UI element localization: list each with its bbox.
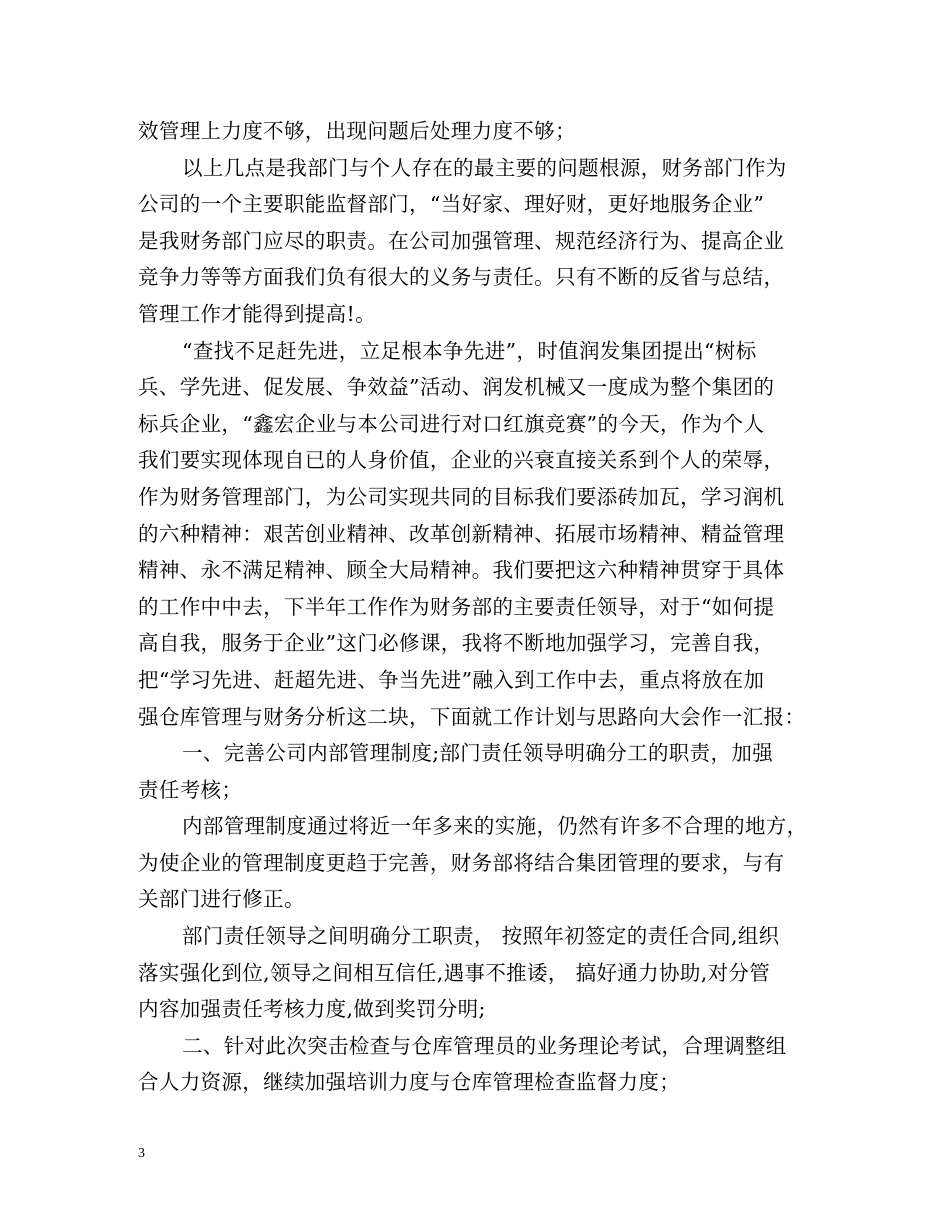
text-line: 强仓库管理与财务分析这二块，下面就工作计划与思路向大会作一汇报： bbox=[138, 704, 806, 729]
text-line: 我们要实现体现自已的人身价值，企业的兴衰直接关系到个人的荣辱， bbox=[138, 448, 785, 473]
text-line: 内容加强责任考核力度,做到奖罚分明; bbox=[138, 997, 486, 1022]
text-line: 为使企业的管理制度更趋于完善，财务部将结合集团管理的要求，与有 bbox=[138, 850, 785, 875]
document-body bbox=[138, 113, 828, 1101]
text-line: 的工作中中去，下半年工作作为财务部的主要责任领导，对于“如何提 bbox=[138, 594, 775, 619]
text-line: 效管理上力度不够，出现问题后处理力度不够； bbox=[138, 119, 576, 143]
text-line: 关部门进行修正。 bbox=[138, 887, 305, 912]
page-number: 3 bbox=[138, 1146, 145, 1161]
text-line: 高自我，服务于企业”这门必修课，我将不断地加强学习，完善自我， bbox=[138, 631, 775, 656]
text-line: 公司的一个主要职能监督部门，“当好家、理好财，更好地服务企业” bbox=[138, 192, 765, 217]
text-line: 作为财务管理部门，为公司实现共同的目标我们要添砖加瓦，学习润机 bbox=[138, 484, 785, 509]
text-line: 精神、永不满足精神、顾全大局精神。我们要把这六种精神贯穿于具体 bbox=[138, 558, 785, 583]
text-line: 内部管理制度通过将近一年多来的实施，仍然有许多不合理的地方， bbox=[182, 814, 808, 839]
text-line: 兵、学先进、促发展、争效益”活动、润发机械又一度成为整个集团的 bbox=[138, 375, 775, 400]
text-line: 部门责任领导之间明确分工职责， 按照年初签定的责任合同,组织 bbox=[182, 924, 780, 949]
text-line: 竞争力等等方面我们负有很大的义务与责任。只有不断的反省与总结， bbox=[138, 265, 785, 290]
text-line: 责任考核； bbox=[138, 777, 243, 802]
text-line: 以上几点是我部门与个人存在的最主要的问题根源，财务部门作为 bbox=[182, 155, 787, 180]
text-line: 是我财务部门应尽的职责。在公司加强管理、规范经济行为、提高企业 bbox=[138, 228, 785, 253]
text-line: 管理工作才能得到提高!。 bbox=[138, 301, 376, 326]
text-line: 标兵企业，“鑫宏企业与本公司进行对口红旗竞赛”的今天，作为个人 bbox=[138, 411, 765, 436]
text-line: 合人力资源，继续加强培训力度与仓库管理检查监督力度； bbox=[138, 1070, 681, 1095]
text-line: 把“学习先进、赶超先进、争当先进”融入到工作中去，重点将放在加 bbox=[138, 667, 765, 692]
text-line: “查找不足赶先进，立足根本争先进”，时值润发集团提出“树标 bbox=[182, 338, 757, 363]
text-line: 的六种精神：艰苦创业精神、改革创新精神、拓展市场精神、精益管理 bbox=[138, 521, 785, 546]
text-line: 落实强化到位,领导之间相互信任,遇事不推诿， 搞好通力协助,对分管 bbox=[138, 960, 771, 985]
text-line: 一、完善公司内部管理制度;部门责任领导明确分工的职责，加强 bbox=[182, 741, 774, 766]
text-line: 二、针对此次突击检查与仓库管理员的业务理论考试，合理调整组 bbox=[182, 1033, 787, 1058]
